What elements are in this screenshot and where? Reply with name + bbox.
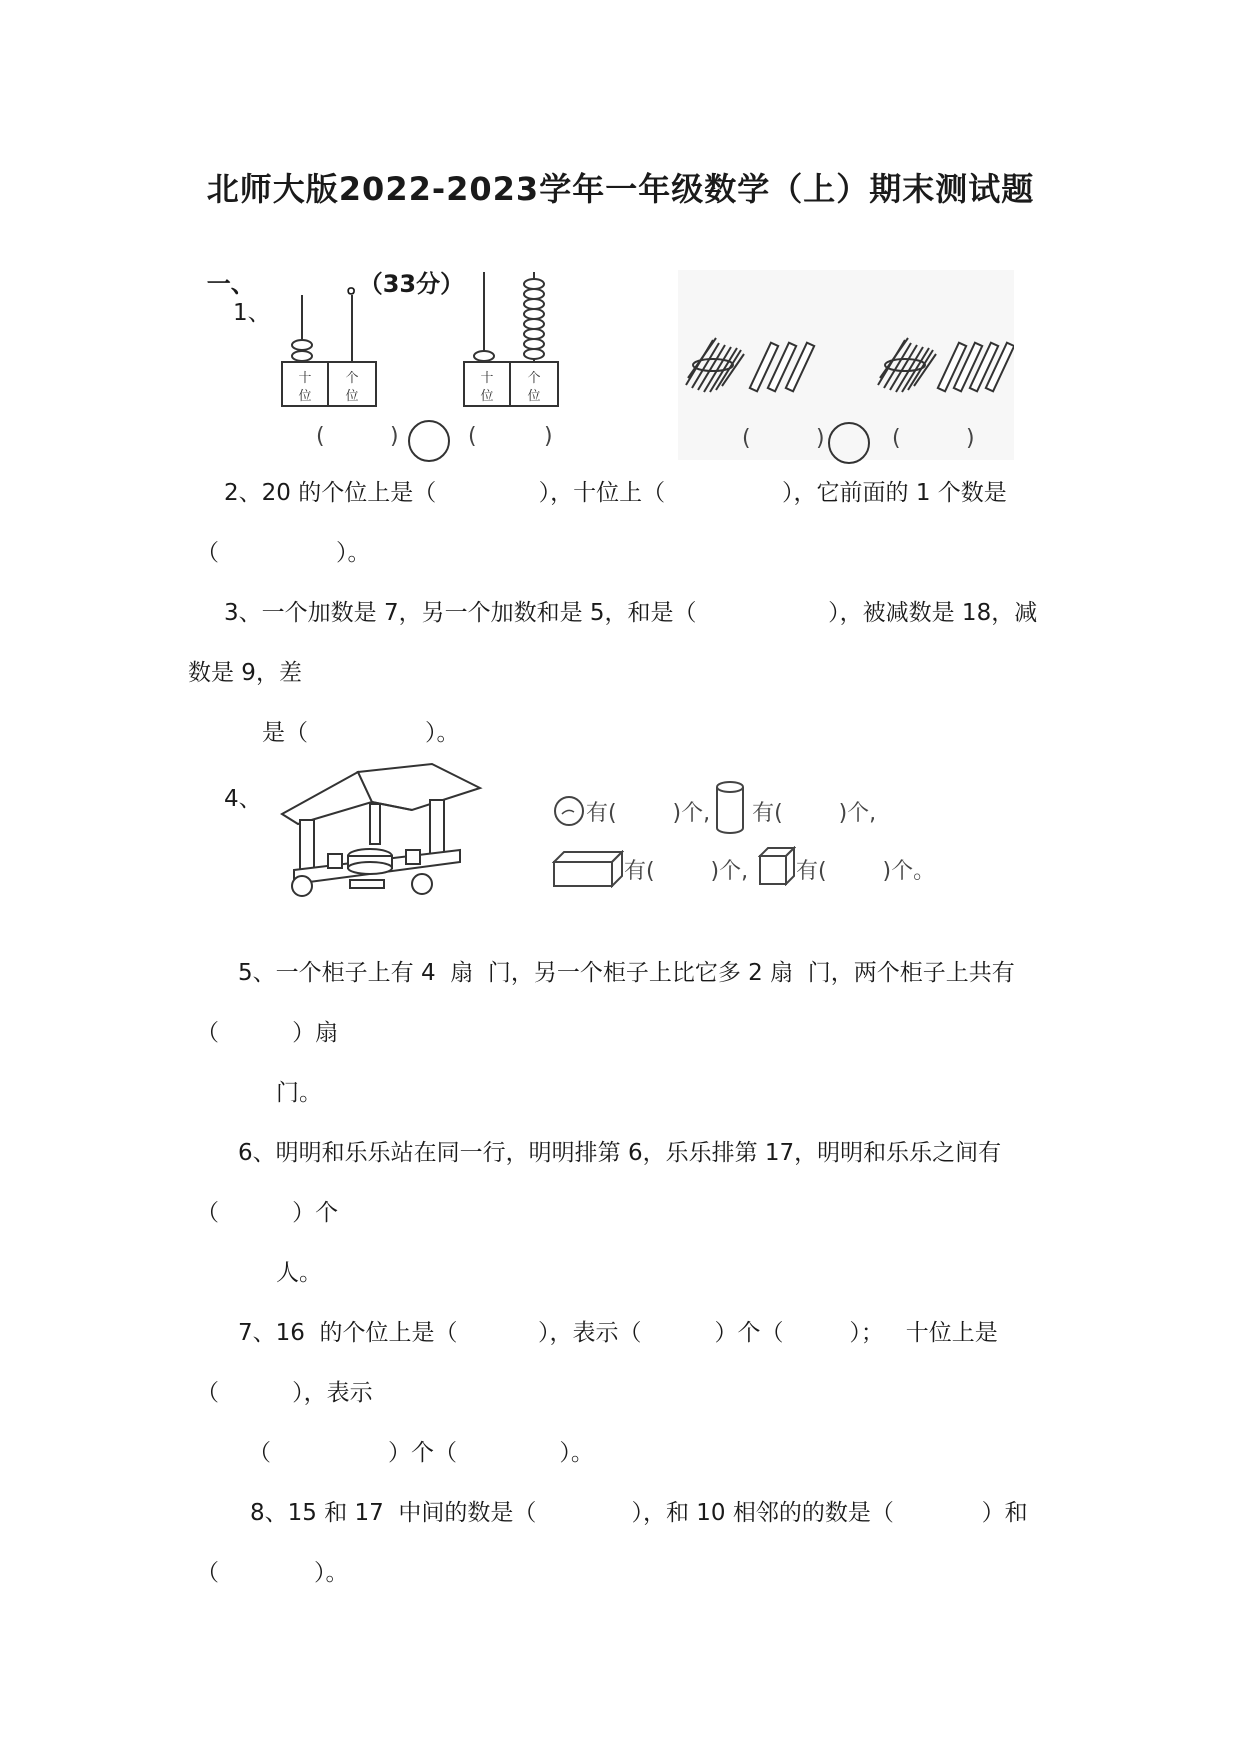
q6-line-3: 人。 [276, 1260, 322, 1286]
q7-line-2: （ ），表示 [196, 1380, 373, 1406]
q6-line-2: （ ）个 [196, 1200, 339, 1226]
q8-line-2: （ ）。 [196, 1560, 349, 1586]
q2-line-2: （ ）。 [196, 540, 371, 566]
svg-text:个: 个 [527, 371, 541, 386]
q1-compare-circle-1[interactable] [408, 420, 450, 462]
q6-line-1: 6、明明和乐乐站在同一行，明明排第 6，乐乐排第 17，明明和乐乐之间有 [238, 1140, 1002, 1166]
q5-line-3: 门。 [276, 1080, 322, 1106]
svg-text:位: 位 [480, 389, 494, 404]
svg-text:位: 位 [298, 389, 312, 404]
q1-blank-3-right: ) [816, 426, 825, 451]
cube-icon [758, 846, 796, 886]
q3-line-1: 3、一个加数是 7，另一个加数和是 5，和是（ ），被减数是 18，减 [224, 600, 1038, 626]
q4-row-2-b: 有( )个。 [796, 859, 936, 884]
q1-blank-4-right: ) [966, 426, 975, 451]
q1-blank-4-left: ( [892, 426, 901, 451]
q1-blank-2-left: ( [468, 424, 477, 449]
q3-line-3: 是（ ）。 [262, 720, 460, 746]
q4-number: 4、 [224, 786, 262, 812]
section-number: 一、 [206, 270, 255, 298]
q1-blank-3-left: ( [742, 426, 751, 451]
abacus-figure-1 [280, 290, 380, 410]
q3-line-2: 数是 9，差 [188, 660, 302, 686]
q1-blank-1-left: ( [316, 424, 325, 449]
q8-line-1: 8、15 和 17 中间的数是（ ），和 10 相邻的的数是（ ）和 [250, 1500, 1028, 1526]
svg-text:位: 位 [345, 389, 359, 404]
svg-text:个: 个 [345, 371, 359, 386]
q1-compare-circle-2[interactable] [828, 422, 870, 464]
q2-line-1: 2、20 的个位上是（ ），十位上（ ），它前面的 1 个数是 [224, 480, 1007, 506]
sphere-icon [552, 794, 586, 828]
q1-blank-1-right: ) [390, 424, 399, 449]
q1-blank-2-right: ) [544, 424, 553, 449]
q4-row-1: 有( )个, 有( )个, [586, 801, 877, 826]
section-score: 。（33分） [346, 270, 465, 298]
q4-row-2-a: 有( )个, [624, 859, 749, 884]
q5-line-2: （ ）扇 [196, 1020, 339, 1046]
svg-text:十: 十 [480, 371, 494, 386]
svg-text:位: 位 [527, 389, 541, 404]
q1-number: 1、 [233, 300, 271, 326]
cuboid-icon [552, 850, 624, 888]
q7-line-1: 7、16 的个位上是（ ），表示（ ）个（ ）； 十位上是 [238, 1320, 998, 1346]
toy-house-figure [280, 762, 490, 902]
page-title: 北师大版2022-2023学年一年级数学（上）期末测试题 [206, 170, 1035, 208]
q5-line-1: 5、一个柜子上有 4 扇 门，另一个柜子上比它多 2 扇 门，两个柜子上共有 [238, 960, 1015, 986]
svg-text:十: 十 [298, 371, 312, 386]
q7-line-3: （ ）个（ ）。 [248, 1440, 594, 1466]
abacus-figure-2 [462, 270, 562, 410]
